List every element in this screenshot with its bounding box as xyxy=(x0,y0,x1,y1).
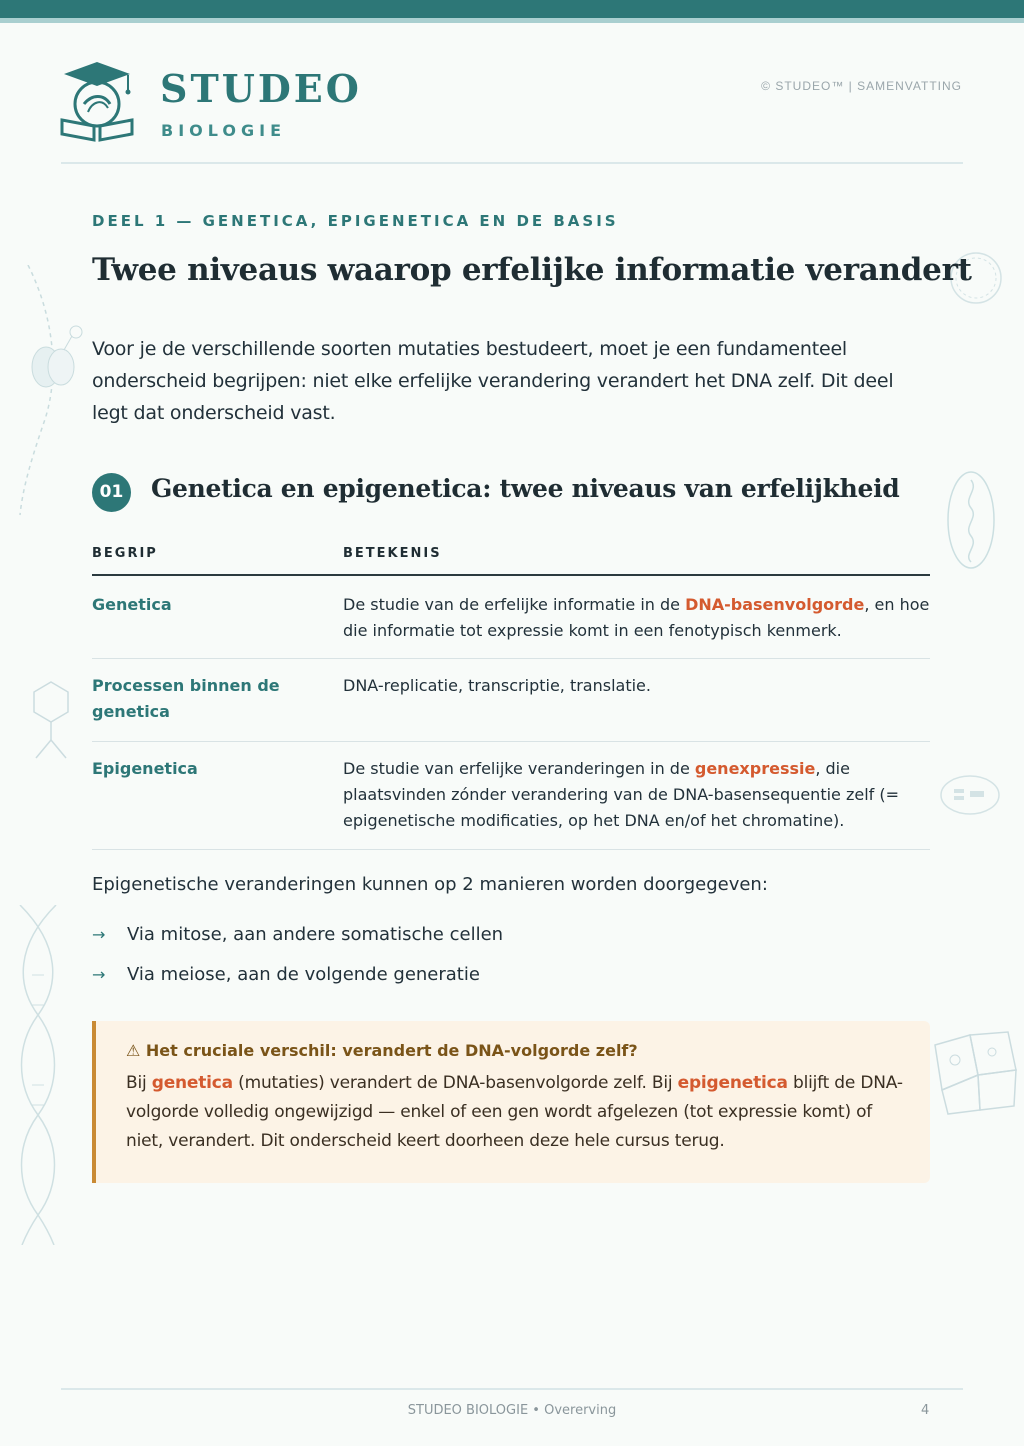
term-cell: Processen binnen de genetica xyxy=(92,676,280,721)
copyright-label: © STUDEO™ | SAMENVATTING xyxy=(761,79,962,93)
arrow-right-icon: → xyxy=(92,925,106,944)
table-row xyxy=(92,742,930,850)
definition-cell xyxy=(343,742,930,849)
part-label: DEEL 1 — GENETICA, EPIGENETICA EN DE BASIS xyxy=(92,212,619,230)
arrow-right-icon: → xyxy=(92,965,106,984)
definition-text: DNA-replicatie, transcriptie, translatie. xyxy=(343,676,651,695)
cell-blob-icon xyxy=(26,322,88,392)
definition-table xyxy=(92,540,930,850)
passing-intro: Epigenetische veranderingen kunnen op 2 manieren worden doorgegeven: xyxy=(92,874,768,895)
top-accent-bar xyxy=(0,0,1024,18)
list-item xyxy=(92,964,480,985)
top-accent-stripe xyxy=(0,18,1024,23)
table-row xyxy=(92,576,930,659)
definition-cell xyxy=(343,659,930,741)
chromosome-oval-icon xyxy=(938,773,1002,817)
highlight-term: genetica xyxy=(151,1073,233,1093)
graduation-cap-book-logo-icon xyxy=(58,60,136,142)
highlight-term: epigenetica xyxy=(677,1073,788,1093)
footer-label: STUDEO BIOLOGIE • Overerving xyxy=(407,1403,617,1418)
definition-text: , die plaatsvinden zónder verandering van de DNA-basensequentie zelf (= epigenetische modificaties, op het DNA en/of het chromatine). xyxy=(343,759,900,830)
page-title: Twee niveaus waarop erfelijke informatie verandert xyxy=(92,252,972,288)
warning-callout xyxy=(92,1021,930,1183)
callout-text: blijft de DNA-volgorde volledig ongewijzigd — enkel of een gen wordt afgelezen (tot expressie komt) of niet, verandert. Dit onderscheid keert doorheen deze hele cursus terug. xyxy=(126,1073,903,1151)
definition-cell xyxy=(343,576,930,658)
callout-text: (mutaties) verandert de DNA-basenvolgorde zelf. Bij xyxy=(232,1073,678,1093)
highlight-term: DNA-basenvolgorde xyxy=(685,595,865,614)
term-cell: Epigenetica xyxy=(92,759,198,778)
footer-divider xyxy=(61,1388,963,1390)
definition-text: De studie van de erfelijke informatie in de xyxy=(343,595,686,614)
dna-strand-left-icon xyxy=(18,265,58,520)
plant-cells-icon xyxy=(930,1030,1020,1115)
list-item-text: Via meiose, aan de volgende generatie xyxy=(127,964,480,985)
callout-text: Bij xyxy=(126,1073,152,1093)
table-header-row xyxy=(92,540,930,576)
table-header-meaning: BETEKENIS xyxy=(343,546,442,561)
header-divider xyxy=(61,162,963,164)
brand-name: STUDEO xyxy=(160,66,362,111)
term-cell: Genetica xyxy=(92,595,172,614)
definition-text: De studie van erfelijke veranderingen in de xyxy=(343,759,695,778)
table-header-term: BEGRIP xyxy=(92,546,158,561)
dna-helix-icon xyxy=(10,905,66,1245)
intro-paragraph: Voor je de verschillende soorten mutaties bestudeert, moet je een fundamenteel onderscheid begrijpen: niet elke erfelijke verandering verandert het DNA zelf. Dit deel legt dat onderscheid vast. xyxy=(92,338,894,424)
highlight-term: genexpressie xyxy=(694,759,816,778)
list-item xyxy=(92,924,503,945)
page-number: 4 xyxy=(921,1403,930,1418)
mitochondria-icon xyxy=(945,468,997,572)
table-row xyxy=(92,659,930,742)
callout-body xyxy=(126,1069,906,1156)
section-number-badge: 01 xyxy=(92,473,131,512)
section-title: Genetica en epigenetica: twee niveaus van erfelijkheid xyxy=(151,474,900,503)
molecule-structure-icon xyxy=(28,678,74,766)
brand-subtitle: BIOLOGIE xyxy=(161,121,286,140)
definition-text: , en hoe die informatie tot expressie komt in een fenotypisch kenmerk. xyxy=(343,595,930,640)
callout-title: ⚠ Het cruciale verschil: verandert de DNA-volgorde zelf? xyxy=(126,1041,638,1060)
list-item-text: Via mitose, aan andere somatische cellen xyxy=(127,924,504,945)
